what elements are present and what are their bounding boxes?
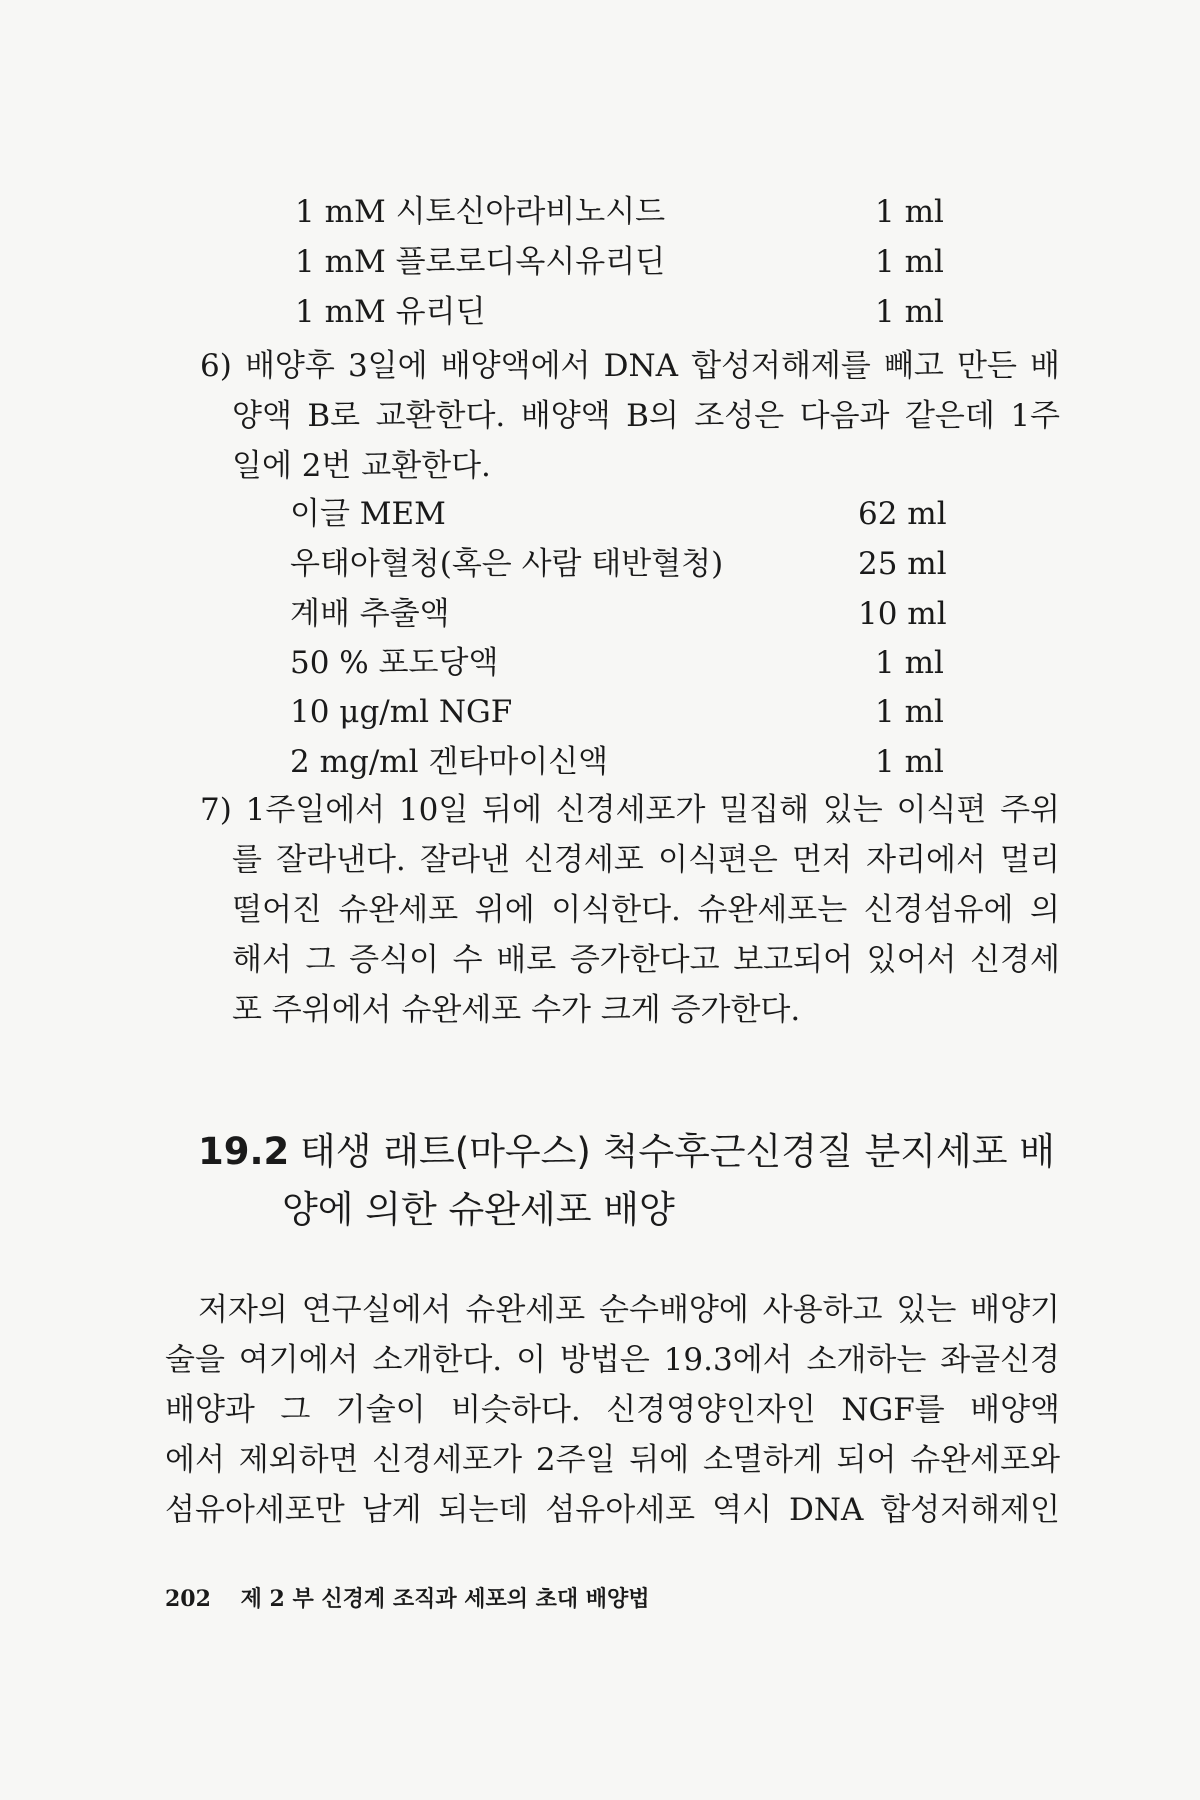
reagent-name: 1 mM 유리딘: [295, 294, 486, 330]
medium-component-name: 50 % 포도당액: [290, 645, 499, 681]
medium-component-name: 우태아혈청(혹은 사람 태반혈청): [290, 546, 724, 582]
body-line: 배양과 그 기술이 비슷하다. 신경영양인자인 NGF를 배양액: [165, 1392, 1060, 1428]
running-title: 제 2 부 신경계 조직과 세포의 초대 배양법: [240, 1586, 650, 1612]
medium-row: [290, 742, 950, 782]
medium-component-name: 10 μg/ml NGF: [290, 694, 513, 730]
step7-line: 포 주위에서 슈완세포 수가 크게 증가한다.: [232, 992, 801, 1028]
body-line: 에서 제외하면 신경세포가 2주일 뒤에 소멸하게 되어 슈완세포와: [165, 1442, 1060, 1478]
medium-row: [290, 594, 950, 634]
reagent-name: 1 mM 플로로디옥시유리딘: [295, 244, 666, 280]
step7-line: 7) 1주일에서 10일 뒤에 신경세포가 밀집해 있는 이식편 주위: [200, 792, 1060, 828]
reagent-name: 1 mM 시토신아라비노시드: [295, 194, 666, 230]
reagent-amount: 1 ml: [875, 294, 944, 330]
medium-component-amount: 1 ml: [875, 744, 944, 780]
step6-line: 일에 2번 교환한다.: [232, 448, 491, 484]
medium-component-amount: 62 ml: [858, 496, 947, 532]
body-line: 섬유아세포만 남게 되는데 섬유아세포 역시 DNA 합성저해제인: [165, 1492, 1060, 1528]
reagent-row: [295, 242, 944, 282]
page-number: 202: [165, 1586, 211, 1612]
medium-row: [290, 544, 950, 584]
medium-component-name: 계배 추출액: [290, 596, 450, 632]
medium-component-name: 이글 MEM: [290, 496, 446, 532]
reagent-row: [295, 192, 944, 232]
medium-component-amount: 25 ml: [858, 546, 947, 582]
section-number: 19.2: [198, 1130, 290, 1173]
body-line: 술을 여기에서 소개한다. 이 방법은 19.3에서 소개하는 좌골신경: [165, 1342, 1060, 1378]
page-footer: [165, 1584, 650, 1614]
reagent-amount: 1 ml: [875, 244, 944, 280]
medium-component-amount: 1 ml: [875, 645, 944, 681]
medium-component-name: 2 mg/ml 겐타마이신액: [290, 744, 609, 780]
medium-component-amount: 10 ml: [858, 596, 947, 632]
reagent-row: [295, 292, 944, 332]
step6-line: 6) 배양후 3일에 배양액에서 DNA 합성저해제를 빼고 만든 배: [200, 348, 1060, 384]
section-title-line1: 태생 래트(마우스) 척수후근신경질 분지세포 배: [300, 1130, 1056, 1173]
medium-row: [290, 643, 950, 683]
section-title-line2: 양에 의한 슈완세포 배양: [282, 1188, 675, 1231]
medium-component-amount: 1 ml: [875, 694, 944, 730]
medium-row: [290, 692, 950, 732]
step7-line: 떨어진 슈완세포 위에 이식한다. 슈완세포는 신경섬유에 의: [232, 892, 1060, 928]
step7-line: 해서 그 증식이 수 배로 증가한다고 보고되어 있어서 신경세: [232, 942, 1060, 978]
step7-line: 를 잘라낸다. 잘라낸 신경세포 이식편은 먼저 자리에서 멀리: [232, 842, 1060, 878]
medium-row: [290, 494, 950, 534]
body-line: 저자의 연구실에서 슈완세포 순수배양에 사용하고 있는 배양기: [198, 1292, 1060, 1328]
reagent-amount: 1 ml: [875, 194, 944, 230]
step6-line: 양액 B로 교환한다. 배양액 B의 조성은 다음과 같은데 1주: [232, 398, 1060, 434]
